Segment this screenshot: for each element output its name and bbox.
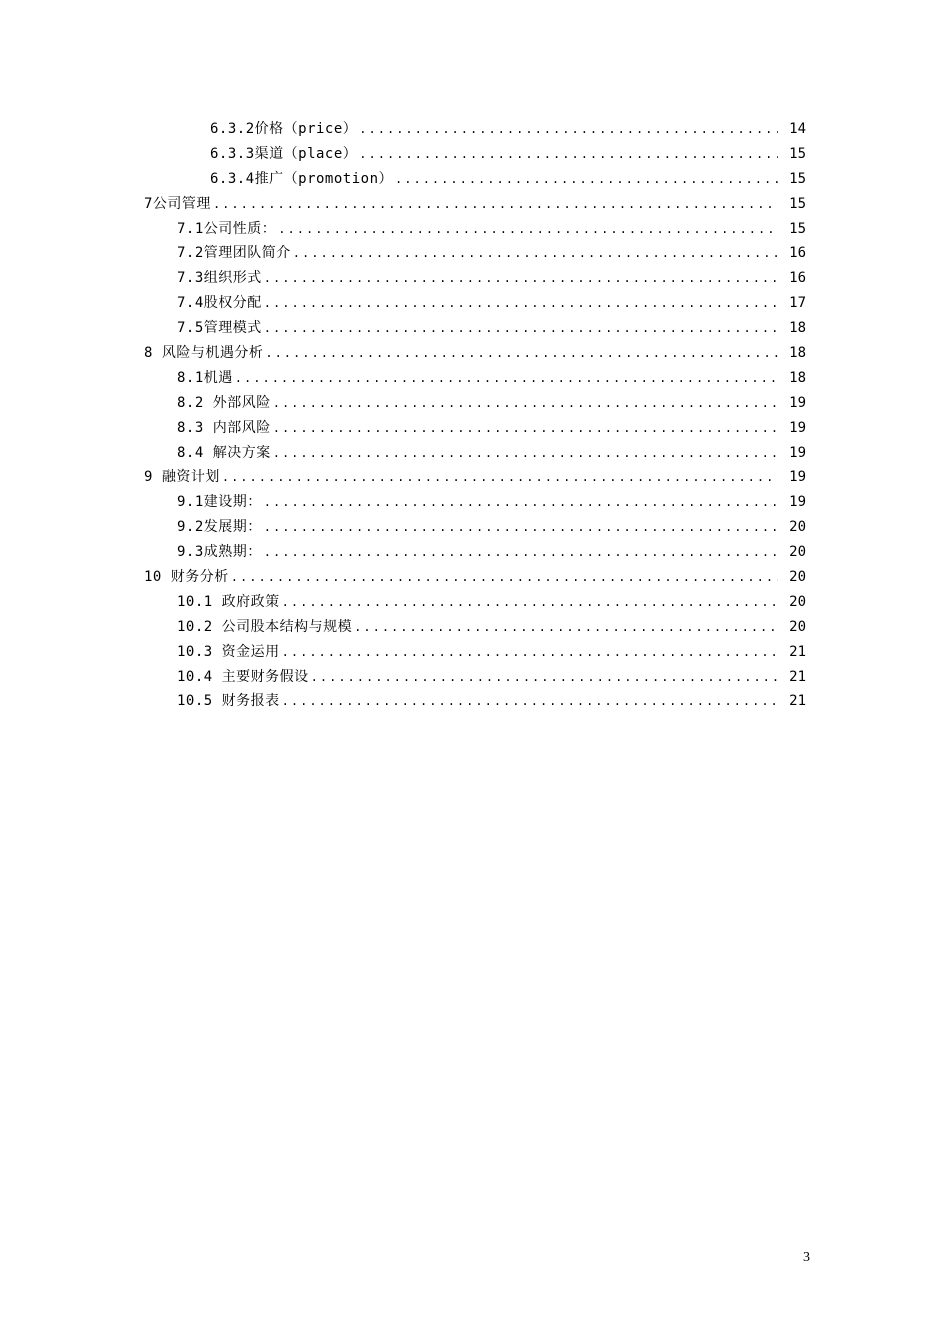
dot-leader: [311, 665, 778, 690]
toc-entry[interactable]: [177, 615, 950, 640]
toc-entry-page: 20: [789, 519, 806, 536]
dot-leader: [282, 689, 778, 714]
toc-entry-page: 19: [789, 494, 806, 511]
toc-entry[interactable]: [210, 167, 950, 192]
toc-entry[interactable]: [210, 117, 950, 142]
toc-entry[interactable]: [177, 640, 950, 665]
toc-entry-page: 19: [789, 394, 806, 411]
toc-entry-page: 19: [789, 419, 806, 436]
dot-leader: [264, 540, 778, 565]
dot-leader: [231, 565, 778, 590]
toc-entry-title: 10 财务分析: [144, 569, 229, 586]
toc-entry[interactable]: [177, 515, 950, 540]
toc-entry[interactable]: [177, 366, 950, 391]
toc-entry[interactable]: [177, 689, 950, 714]
toc-entry[interactable]: [177, 241, 950, 266]
toc-entry-page: 15: [789, 145, 806, 162]
dot-leader: [264, 291, 778, 316]
toc-entry[interactable]: [144, 565, 950, 590]
toc-entry-page: 21: [789, 693, 806, 710]
dot-leader: [273, 391, 778, 416]
toc-entry-page: 19: [789, 469, 806, 486]
dot-leader: [264, 316, 778, 341]
dot-leader: [273, 416, 778, 441]
toc-entry-page: 16: [789, 245, 806, 262]
toc-entry[interactable]: [144, 341, 950, 366]
toc-entry-title: 10.3 资金运用: [177, 643, 280, 660]
toc-entry-page: 17: [789, 295, 806, 312]
toc-entry[interactable]: [177, 217, 950, 242]
toc-entry-title: 7.3组织形式: [177, 270, 262, 287]
toc-entry-page: 21: [789, 643, 806, 660]
toc-entry-title: 8.2 外部风险: [177, 394, 271, 411]
toc-entry[interactable]: [177, 665, 950, 690]
dot-leader: [213, 192, 778, 217]
toc-entry[interactable]: [177, 590, 950, 615]
toc-entry[interactable]: [210, 142, 950, 167]
dot-leader: [293, 241, 778, 266]
dot-leader: [359, 117, 778, 142]
toc-entry-page: 18: [789, 345, 806, 362]
toc-entry-title: 9.2发展期：: [177, 519, 262, 536]
toc-entry[interactable]: [177, 441, 950, 466]
page-number: 3: [803, 1250, 810, 1265]
dot-leader: [354, 615, 778, 640]
toc-entry[interactable]: [177, 490, 950, 515]
toc-entry-page: 21: [789, 668, 806, 685]
toc-entry-page: 15: [789, 195, 806, 212]
toc-entry-title: 9.3成熟期：: [177, 544, 262, 561]
toc-entry[interactable]: [177, 416, 950, 441]
dot-leader: [395, 167, 778, 192]
toc-entry-title: 9 融资计划: [144, 469, 220, 486]
toc-entry-page: 20: [789, 593, 806, 610]
toc-entry-title: 7.4股权分配: [177, 295, 262, 312]
toc-entry-title: 7.5管理模式: [177, 320, 262, 337]
toc-entry-page: 15: [789, 170, 806, 187]
toc-entry-title: 7.1公司性质：: [177, 220, 277, 237]
dot-leader: [282, 590, 778, 615]
toc-entry[interactable]: [177, 540, 950, 565]
toc-entry[interactable]: [144, 192, 950, 217]
dot-leader: [222, 465, 778, 490]
toc-entry[interactable]: [177, 391, 950, 416]
toc-entry-page: 15: [789, 220, 806, 237]
dot-leader: [265, 341, 778, 366]
toc-entry-page: 18: [789, 320, 806, 337]
dot-leader: [359, 142, 778, 167]
toc-entry-title: 8 风险与机遇分析: [144, 345, 264, 362]
toc-entry[interactable]: [177, 316, 950, 341]
toc-entry-title: 9.1建设期：: [177, 494, 262, 511]
toc-entry-title: 10.1 政府政策: [177, 593, 280, 610]
toc-entry-page: 20: [789, 618, 806, 635]
toc-entry[interactable]: [177, 266, 950, 291]
toc-entry-title: 6.3.4推广（promotion）: [210, 170, 394, 187]
dot-leader: [235, 366, 778, 391]
toc-entry-page: 19: [789, 444, 806, 461]
toc-entry-title: 6.3.2价格（price）: [210, 121, 358, 137]
toc-entry-title: 10.2 公司股本结构与规模: [177, 618, 353, 635]
toc-entry-title: 10.5 财务报表: [177, 693, 280, 710]
dot-leader: [264, 515, 778, 540]
toc-entry-page: 16: [789, 270, 806, 287]
dot-leader: [282, 640, 778, 665]
dot-leader: [278, 217, 778, 242]
toc-entry-title: 8.4 解决方案: [177, 444, 271, 461]
toc-entry-title: 6.3.3渠道（place）: [210, 145, 358, 162]
toc-entry[interactable]: [177, 291, 950, 316]
toc-entry-page: 20: [789, 569, 806, 586]
table-of-contents: [0, 117, 950, 714]
toc-entry-page: 20: [789, 544, 806, 561]
toc-entry-title: 10.4 主要财务假设: [177, 668, 309, 685]
toc-entry-page: 18: [789, 369, 806, 386]
dot-leader: [273, 441, 778, 466]
dot-leader: [264, 266, 778, 291]
toc-entry[interactable]: [144, 465, 950, 490]
toc-entry-title: 8.3 内部风险: [177, 419, 271, 436]
toc-entry-title: 7公司管理: [144, 195, 211, 212]
dot-leader: [264, 490, 778, 515]
toc-entry-title: 8.1机遇: [177, 369, 233, 386]
toc-entry-page: 14: [789, 121, 806, 137]
toc-entry-title: 7.2管理团队简介: [177, 245, 291, 262]
